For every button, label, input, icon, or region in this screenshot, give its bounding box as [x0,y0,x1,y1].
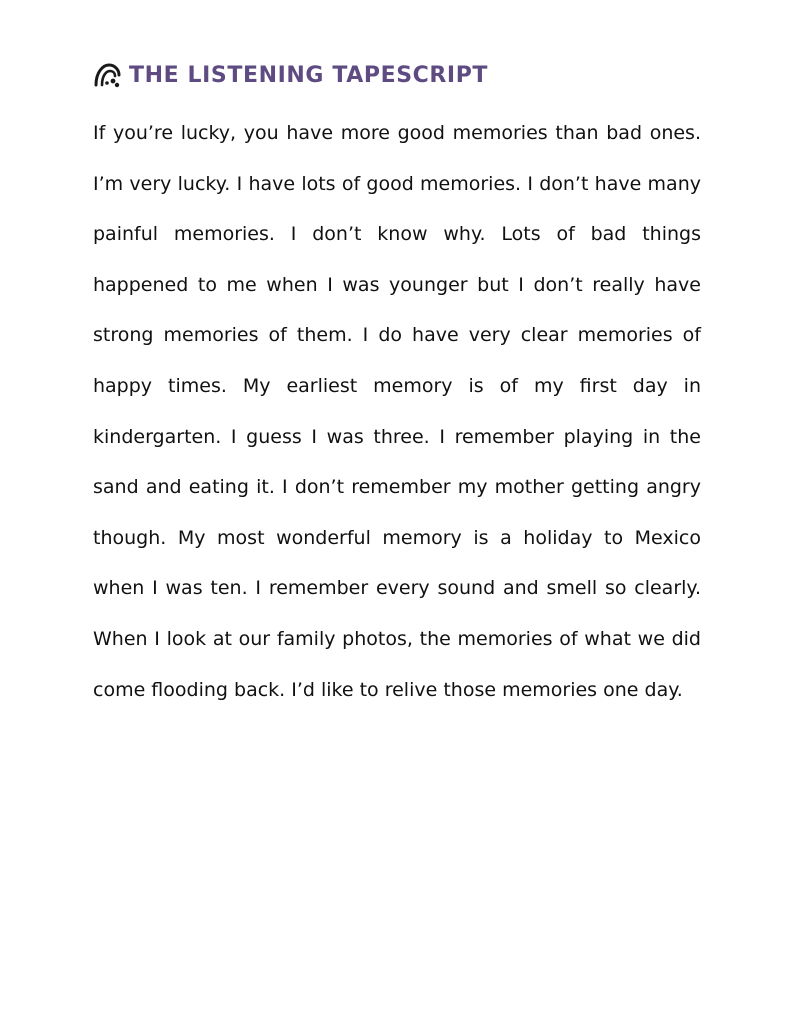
tapescript-paragraph: If you’re lucky, you have more good memories than bad ones. I’m very lucky. I have lots of good memories. I don’t have many painful memories. I don’t know why. Lots of bad things happened to me when I was younger but I don’t really have strong memories of them. I do have very clear memories of happy times. My earliest memory is of my first day in kindergarten. I guess I was three. I remember playing in the sand and eating it. I don’t remember my mother getting angry though. My most wonderful memory is a holiday to Mexico when I was ten. I remember every sound and smell so clearly. When I look at our family photos, the memories of what we did come flooding back. I’d like to relive those memories one day. [93,122,701,701]
headphones-listening-icon [93,61,121,89]
heading-title: THE LISTENING TAPESCRIPT [129,62,489,88]
section-heading [93,58,488,92]
